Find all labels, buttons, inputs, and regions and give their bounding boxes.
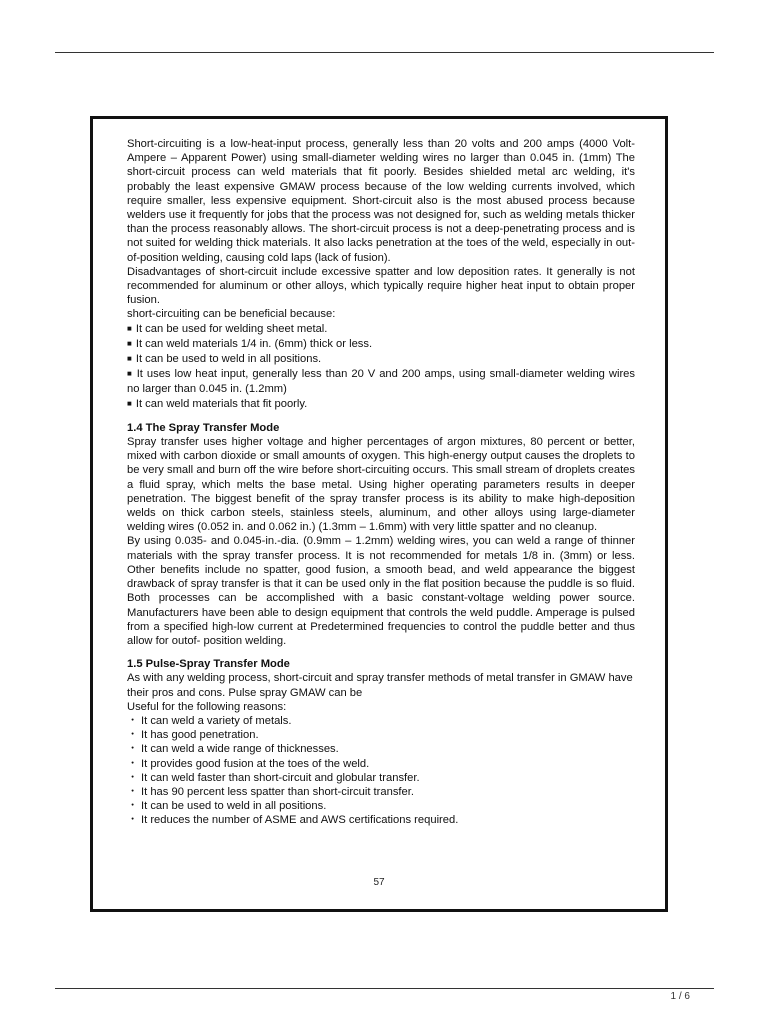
page-indicator: 1 / 6 bbox=[670, 991, 690, 1002]
pulse-reasons-lead: Useful for the following reasons: bbox=[127, 700, 287, 713]
benefit-item: ■ It can weld materials that fit poorly. bbox=[127, 397, 635, 412]
spray-paragraph: By using 0.035- and 0.045-in.-dia. (0.9mm – 1.2mm) welding wires, you can weld a range of thinner materials with the spray transfer process. It is not recommended for metals 1/8 in. (3mm) or less. Other benefits include no spatter, good fusion, a smooth bead, and weld appearance the biggest drawback of spray transfer is that it can be used only in the flat position because the puddle is so fluid. Both processes can be accomplished with a basic constant-voltage welding power source. Manufacturers have been able to design equipment that controls the weld puddle. Amperage is pulsed from a specified high-low current at Predetermined frequencies to control the puddle better and thus allow for outof- position welding. bbox=[127, 535, 635, 647]
benefit-item: ■ It can be used for welding sheet metal. bbox=[127, 322, 635, 337]
reason-item: ・ It has 90 percent less spatter than short-circuit transfer. bbox=[127, 785, 635, 799]
top-rule bbox=[55, 52, 714, 53]
benefit-item: ■ It uses low heat input, generally less than 20 V and 200 amps, using small-diameter welding wires no larger than 0.045 in. (1.2mm) bbox=[127, 367, 635, 396]
benefit-item: ■ It can be used to weld in all positions. bbox=[127, 352, 635, 367]
document-page-frame bbox=[90, 116, 668, 912]
document-body bbox=[127, 137, 635, 828]
spray-paragraph: Spray transfer uses higher voltage and higher percentages of argon mixtures, 80 percent or better, mixed with carbon dioxide or small amounts of oxygen. This high-energy output causes the droplets to be very small and burn off the wire before short-circuiting occurs. This small stream of droplets creates a fluid spray, which melts the base metal. Using higher operating parameters results in deeper penetration. The biggest benefit of the spray transfer process is its ability to make high-deposition welds on thick carbon steels, stainless steels, aluminum, and other alloys using large-diameter welding wires (0.052 in. and 0.062 in.) (1.3mm – 1.6mm) with very little spatter and no cleanup. bbox=[127, 436, 635, 534]
reason-item: ・ It has good penetration. bbox=[127, 728, 635, 742]
intro-paragraph: Short-circuiting is a low-heat-input process, generally less than 20 volts and 200 amps (4000 Volt-Ampere – Apparent Power) using small-diameter welding wires no larger than 0.045 in. (1mm) The short-circuit process can weld materials that fit poorly. Besides shielded metal arc welding, it's probably the least expensive GMAW process because of the low welding currents involved, which require smaller, less expensive equipment. Short-circuit also is the most abused process because welders use it frequently for jobs that the process was not designed for, such as welding metals thicker than the process reasonably allows. The short-circuit process is not a deep-penetrating process and is not suited for welding thick materials. It also lacks penetration at the toes of the weld, especially in out-of-position welding, causing cold laps (lack of fusion). bbox=[127, 138, 635, 264]
reason-item: ・ It can weld faster than short-circuit and globular transfer. bbox=[127, 771, 635, 785]
section-heading-spray: 1.4 The Spray Transfer Mode bbox=[127, 421, 280, 434]
disadvantages-paragraph: Disadvantages of short-circuit include excessive spatter and low deposition rates. It generally is not recommended for aluminum or other alloys, which typically require higher heat input to obtain proper fusion. bbox=[127, 265, 635, 307]
reason-item: ・ It can weld a wide range of thicknesses. bbox=[127, 742, 635, 756]
section-heading-pulse: 1.5 Pulse-Spray Transfer Mode bbox=[127, 658, 290, 671]
pulse-intro: As with any welding process, short-circuit and spray transfer methods of metal transfer in GMAW have their pros and cons. Pulse spray GMAW can be bbox=[127, 672, 633, 699]
reason-item: ・ It provides good fusion at the toes of the weld. bbox=[127, 757, 635, 771]
bottom-rule bbox=[55, 988, 714, 989]
reason-item: ・ It can be used to weld in all positions. bbox=[127, 799, 635, 813]
inner-page-number: 57 bbox=[373, 877, 385, 888]
reason-item: ・ It can weld a variety of metals. bbox=[127, 714, 635, 728]
benefit-item: ■ It can weld materials 1/4 in. (6mm) thick or less. bbox=[127, 337, 635, 352]
reason-item: ・ It reduces the number of ASME and AWS certifications required. bbox=[127, 813, 635, 827]
benefits-lead: short-circuiting can be beneficial because: bbox=[127, 308, 336, 321]
